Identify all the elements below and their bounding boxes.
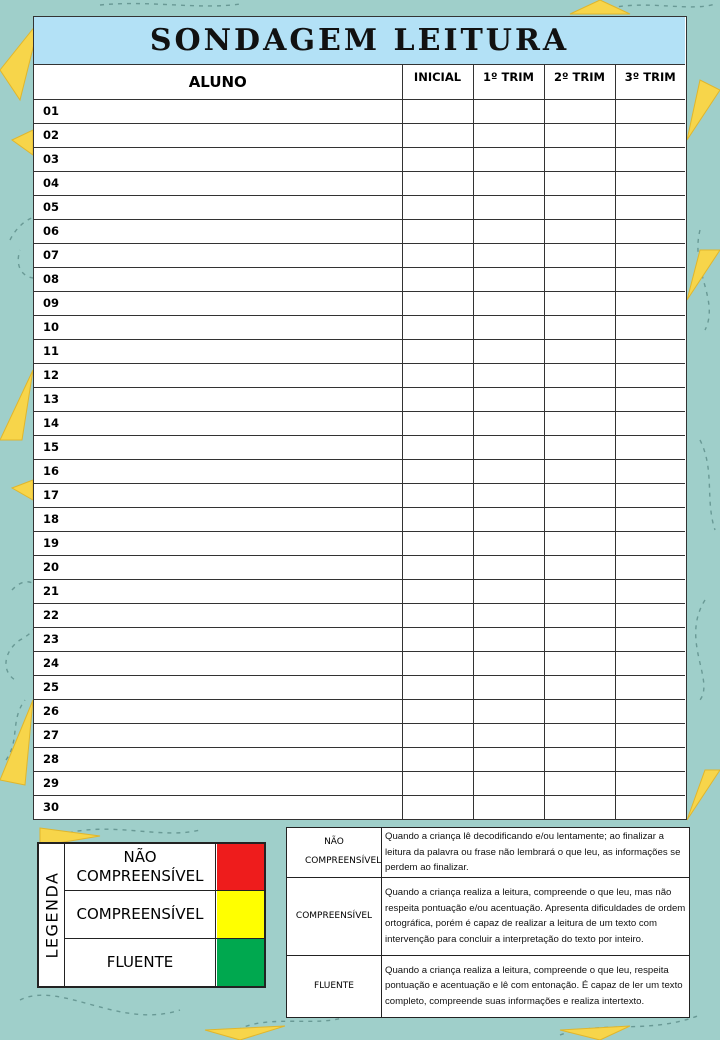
assessment-cell-inicial[interactable] — [402, 603, 473, 627]
assessment-cell-3-trim[interactable] — [615, 147, 685, 171]
assessment-cell-3-trim[interactable] — [615, 459, 685, 483]
student-number-cell[interactable]: 19 — [34, 531, 402, 555]
assessment-cell-3-trim[interactable] — [615, 531, 685, 555]
student-number-cell[interactable]: 13 — [34, 387, 402, 411]
column-header-inicial: INICIAL — [402, 65, 473, 99]
assessment-cell-3-trim[interactable] — [615, 771, 685, 795]
assessment-cell-2-trim[interactable] — [544, 291, 615, 315]
assessment-cell-3-trim[interactable] — [615, 363, 685, 387]
table-row — [34, 387, 685, 411]
assessment-cell-1-trim[interactable] — [473, 459, 544, 483]
legend-item-label: NÃO COMPREENSÍVEL — [65, 844, 216, 890]
table-row — [34, 555, 685, 579]
legend-title: LEGENDA — [42, 871, 61, 959]
student-number-cell[interactable]: 12 — [34, 363, 402, 387]
student-number-cell[interactable]: 11 — [34, 339, 402, 363]
table-row — [34, 531, 685, 555]
assessment-cell-3-trim[interactable] — [615, 315, 685, 339]
description-level: COMPREENSÍVEL — [287, 877, 382, 955]
table-row — [34, 267, 685, 291]
student-number-cell[interactable]: 26 — [34, 699, 402, 723]
table-row — [34, 291, 685, 315]
assessment-cell-2-trim[interactable] — [544, 723, 615, 747]
assessment-cell-inicial[interactable] — [402, 435, 473, 459]
legend-swatch-yellow — [217, 891, 264, 938]
assessment-cell-2-trim[interactable] — [544, 651, 615, 675]
table-row — [34, 459, 685, 483]
assessment-cell-1-trim[interactable] — [473, 507, 544, 531]
assessment-cell-3-trim[interactable] — [615, 579, 685, 603]
assessment-cell-inicial[interactable] — [402, 675, 473, 699]
assessment-cell-1-trim[interactable] — [473, 99, 544, 123]
student-number-cell[interactable]: 04 — [34, 171, 402, 195]
assessment-cell-1-trim[interactable] — [473, 531, 544, 555]
student-table — [34, 65, 685, 819]
legend-item-compreensivel — [65, 891, 264, 939]
table-row — [34, 243, 685, 267]
description-text: Quando a criança realiza a leitura, compreende o que leu, respeita pontuação e acentuação e lê com entonação. É capaz de ler um texto completo, compreende suas informações e realiza intertexto. — [382, 955, 690, 1017]
legend-item-label: COMPREENSÍVEL — [65, 891, 216, 938]
assessment-cell-1-trim[interactable] — [473, 627, 544, 651]
assessment-cell-1-trim[interactable] — [473, 651, 544, 675]
assessment-cell-3-trim[interactable] — [615, 411, 685, 435]
legend-swatch-red — [217, 844, 264, 890]
assessment-cell-inicial[interactable] — [402, 267, 473, 291]
assessment-cell-1-trim[interactable] — [473, 579, 544, 603]
assessment-cell-1-trim[interactable] — [473, 699, 544, 723]
assessment-cell-1-trim[interactable] — [473, 603, 544, 627]
student-number-cell[interactable]: 17 — [34, 483, 402, 507]
assessment-cell-2-trim[interactable] — [544, 411, 615, 435]
assessment-cell-1-trim[interactable] — [473, 363, 544, 387]
assessment-cell-inicial[interactable] — [402, 651, 473, 675]
assessment-cell-2-trim[interactable] — [544, 267, 615, 291]
table-row — [34, 435, 685, 459]
column-header-aluno: ALUNO — [34, 65, 402, 99]
student-number-cell[interactable]: 24 — [34, 651, 402, 675]
assessment-cell-inicial[interactable] — [402, 507, 473, 531]
student-number-cell[interactable]: 22 — [34, 603, 402, 627]
legend-tag — [39, 844, 65, 986]
table-row — [34, 219, 685, 243]
column-header-3-trim: 3º TRIM — [615, 65, 685, 99]
assessment-cell-inicial[interactable] — [402, 579, 473, 603]
assessment-cell-1-trim[interactable] — [473, 243, 544, 267]
student-number-cell[interactable]: 05 — [34, 195, 402, 219]
student-number-cell[interactable]: 07 — [34, 243, 402, 267]
legend-item-fluente — [65, 939, 264, 986]
assessment-cell-1-trim[interactable] — [473, 483, 544, 507]
table-row — [34, 315, 685, 339]
assessment-cell-1-trim[interactable] — [473, 291, 544, 315]
description-row — [287, 955, 690, 1017]
assessment-cell-1-trim[interactable] — [473, 771, 544, 795]
assessment-cell-3-trim[interactable] — [615, 723, 685, 747]
assessment-cell-3-trim[interactable] — [615, 123, 685, 147]
assessment-cell-2-trim[interactable] — [544, 603, 615, 627]
student-number-cell[interactable]: 15 — [34, 435, 402, 459]
table-row — [34, 99, 685, 123]
assessment-cell-3-trim[interactable] — [615, 339, 685, 363]
assessment-cell-inicial[interactable] — [402, 531, 473, 555]
assessment-cell-1-trim[interactable] — [473, 675, 544, 699]
table-row — [34, 339, 685, 363]
assessment-cell-2-trim[interactable] — [544, 339, 615, 363]
assessment-cell-1-trim[interactable] — [473, 147, 544, 171]
assessment-cell-3-trim[interactable] — [615, 747, 685, 771]
assessment-cell-3-trim[interactable] — [615, 219, 685, 243]
page-title: SONDAGEM LEITURA — [34, 17, 685, 65]
assessment-cell-1-trim[interactable] — [473, 411, 544, 435]
table-row — [34, 627, 685, 651]
table-row — [34, 123, 685, 147]
student-number-cell[interactable]: 06 — [34, 219, 402, 243]
table-row — [34, 147, 685, 171]
assessment-cell-2-trim[interactable] — [544, 555, 615, 579]
assessment-cell-inicial[interactable] — [402, 555, 473, 579]
assessment-cell-2-trim[interactable] — [544, 123, 615, 147]
assessment-cell-3-trim[interactable] — [615, 699, 685, 723]
assessment-cell-inicial[interactable] — [402, 483, 473, 507]
assessment-cell-2-trim[interactable] — [544, 243, 615, 267]
description-row — [287, 877, 690, 955]
assessment-cell-3-trim[interactable] — [615, 195, 685, 219]
student-number-cell[interactable]: 21 — [34, 579, 402, 603]
legend — [37, 842, 266, 988]
description-level: FLUENTE — [287, 955, 382, 1017]
assessment-cell-1-trim[interactable] — [473, 387, 544, 411]
assessment-cell-2-trim[interactable] — [544, 387, 615, 411]
assessment-cell-3-trim[interactable] — [615, 483, 685, 507]
student-number-cell[interactable]: 27 — [34, 723, 402, 747]
assessment-cell-2-trim[interactable] — [544, 675, 615, 699]
table-row — [34, 675, 685, 699]
description-text: Quando a criança lê decodificando e/ou lentamente; ao finalizar a leitura da palavra ou frase não lembrará o que leu, as informações se perdem ao finalizar. — [382, 828, 690, 878]
table-row — [34, 747, 685, 771]
student-number-cell[interactable]: 10 — [34, 315, 402, 339]
table-row — [34, 195, 685, 219]
assessment-cell-2-trim[interactable] — [544, 171, 615, 195]
assessment-cell-2-trim[interactable] — [544, 699, 615, 723]
table-row — [34, 651, 685, 675]
student-number-cell[interactable]: 20 — [34, 555, 402, 579]
assessment-cell-inicial[interactable] — [402, 195, 473, 219]
assessment-cell-3-trim[interactable] — [615, 651, 685, 675]
assessment-cell-1-trim[interactable] — [473, 219, 544, 243]
assessment-cell-1-trim[interactable] — [473, 795, 544, 819]
column-header-1-trim: 1º TRIM — [473, 65, 544, 99]
assessment-cell-2-trim[interactable] — [544, 771, 615, 795]
description-level: NÃO COMPREENSÍVEL — [287, 828, 382, 878]
student-number-cell[interactable]: 09 — [34, 291, 402, 315]
student-number-cell[interactable]: 02 — [34, 123, 402, 147]
assessment-cell-1-trim[interactable] — [473, 339, 544, 363]
assessment-cell-2-trim[interactable] — [544, 459, 615, 483]
assessment-cell-inicial[interactable] — [402, 795, 473, 819]
student-number-cell[interactable]: 16 — [34, 459, 402, 483]
table-row — [34, 363, 685, 387]
assessment-cell-inicial[interactable] — [402, 315, 473, 339]
assessment-cell-2-trim[interactable] — [544, 99, 615, 123]
assessment-cell-1-trim[interactable] — [473, 555, 544, 579]
assessment-cell-inicial[interactable] — [402, 243, 473, 267]
assessment-cell-inicial[interactable] — [402, 771, 473, 795]
assessment-cell-inicial[interactable] — [402, 363, 473, 387]
student-number-cell[interactable]: 18 — [34, 507, 402, 531]
description-text: Quando a criança realiza a leitura, compreende o que leu, mas não respeita pontuação e/ou acentuação. Apresenta dificuldades de ordem ortográfica, porém é capaz de realizar a leitura de um texto com intervenção para concluir a interpretação do texto por inteiro. — [382, 877, 690, 955]
student-number-cell[interactable]: 28 — [34, 747, 402, 771]
assessment-cell-3-trim[interactable] — [615, 171, 685, 195]
assessment-cell-3-trim[interactable] — [615, 555, 685, 579]
assessment-cell-inicial[interactable] — [402, 99, 473, 123]
table-row — [34, 771, 685, 795]
assessment-cell-1-trim[interactable] — [473, 195, 544, 219]
assessment-cell-3-trim[interactable] — [615, 675, 685, 699]
student-number-cell[interactable]: 14 — [34, 411, 402, 435]
student-number-cell[interactable]: 25 — [34, 675, 402, 699]
assessment-cell-3-trim[interactable] — [615, 267, 685, 291]
assessment-cell-2-trim[interactable] — [544, 483, 615, 507]
table-row — [34, 171, 685, 195]
table-row — [34, 507, 685, 531]
assessment-cell-2-trim[interactable] — [544, 363, 615, 387]
assessment-cell-1-trim[interactable] — [473, 267, 544, 291]
table-row — [34, 723, 685, 747]
table-row — [34, 411, 685, 435]
assessment-cell-2-trim[interactable] — [544, 435, 615, 459]
assessment-cell-2-trim[interactable] — [544, 579, 615, 603]
assessment-cell-1-trim[interactable] — [473, 435, 544, 459]
assessment-cell-1-trim[interactable] — [473, 723, 544, 747]
student-number-cell[interactable]: 01 — [34, 99, 402, 123]
assessment-cell-2-trim[interactable] — [544, 531, 615, 555]
assessment-cell-3-trim[interactable] — [615, 435, 685, 459]
assessment-cell-2-trim[interactable] — [544, 219, 615, 243]
assessment-cell-3-trim[interactable] — [615, 243, 685, 267]
assessment-cell-inicial[interactable] — [402, 459, 473, 483]
assessment-cell-inicial[interactable] — [402, 627, 473, 651]
assessment-cell-1-trim[interactable] — [473, 747, 544, 771]
legend-item-nao-compreensivel — [65, 844, 264, 891]
assessment-cell-2-trim[interactable] — [544, 315, 615, 339]
assessment-cell-2-trim[interactable] — [544, 627, 615, 651]
assessment-cell-inicial[interactable] — [402, 411, 473, 435]
assessment-cell-inicial[interactable] — [402, 699, 473, 723]
assessment-cell-1-trim[interactable] — [473, 123, 544, 147]
assessment-cell-3-trim[interactable] — [615, 387, 685, 411]
student-number-cell[interactable]: 23 — [34, 627, 402, 651]
assessment-cell-3-trim[interactable] — [615, 627, 685, 651]
assessment-cell-2-trim[interactable] — [544, 747, 615, 771]
assessment-cell-2-trim[interactable] — [544, 507, 615, 531]
legend-item-label: FLUENTE — [65, 939, 216, 986]
column-header-2-trim: 2º TRIM — [544, 65, 615, 99]
student-number-cell[interactable]: 30 — [34, 795, 402, 819]
assessment-cell-3-trim[interactable] — [615, 291, 685, 315]
assessment-cell-inicial[interactable] — [402, 171, 473, 195]
assessment-cell-inicial[interactable] — [402, 123, 473, 147]
student-number-cell[interactable]: 29 — [34, 771, 402, 795]
assessment-cell-2-trim[interactable] — [544, 195, 615, 219]
assessment-cell-3-trim[interactable] — [615, 507, 685, 531]
assessment-cell-inicial[interactable] — [402, 339, 473, 363]
reading-assessment-sheet — [33, 16, 687, 820]
assessment-cell-3-trim[interactable] — [615, 795, 685, 819]
level-descriptions-table — [286, 827, 690, 1018]
table-row — [34, 795, 685, 819]
assessment-cell-inicial[interactable] — [402, 747, 473, 771]
assessment-cell-inicial[interactable] — [402, 219, 473, 243]
table-row — [34, 483, 685, 507]
assessment-cell-inicial[interactable] — [402, 387, 473, 411]
assessment-cell-inicial[interactable] — [402, 291, 473, 315]
table-header-row — [34, 65, 685, 99]
table-row — [34, 603, 685, 627]
assessment-cell-3-trim[interactable] — [615, 99, 685, 123]
description-row — [287, 828, 690, 878]
assessment-cell-2-trim[interactable] — [544, 795, 615, 819]
assessment-cell-inicial[interactable] — [402, 723, 473, 747]
assessment-cell-2-trim[interactable] — [544, 147, 615, 171]
table-row — [34, 579, 685, 603]
student-number-cell[interactable]: 08 — [34, 267, 402, 291]
assessment-cell-inicial[interactable] — [402, 147, 473, 171]
assessment-cell-1-trim[interactable] — [473, 171, 544, 195]
table-row — [34, 699, 685, 723]
assessment-cell-3-trim[interactable] — [615, 603, 685, 627]
assessment-cell-1-trim[interactable] — [473, 315, 544, 339]
legend-swatch-green — [217, 939, 264, 986]
student-number-cell[interactable]: 03 — [34, 147, 402, 171]
